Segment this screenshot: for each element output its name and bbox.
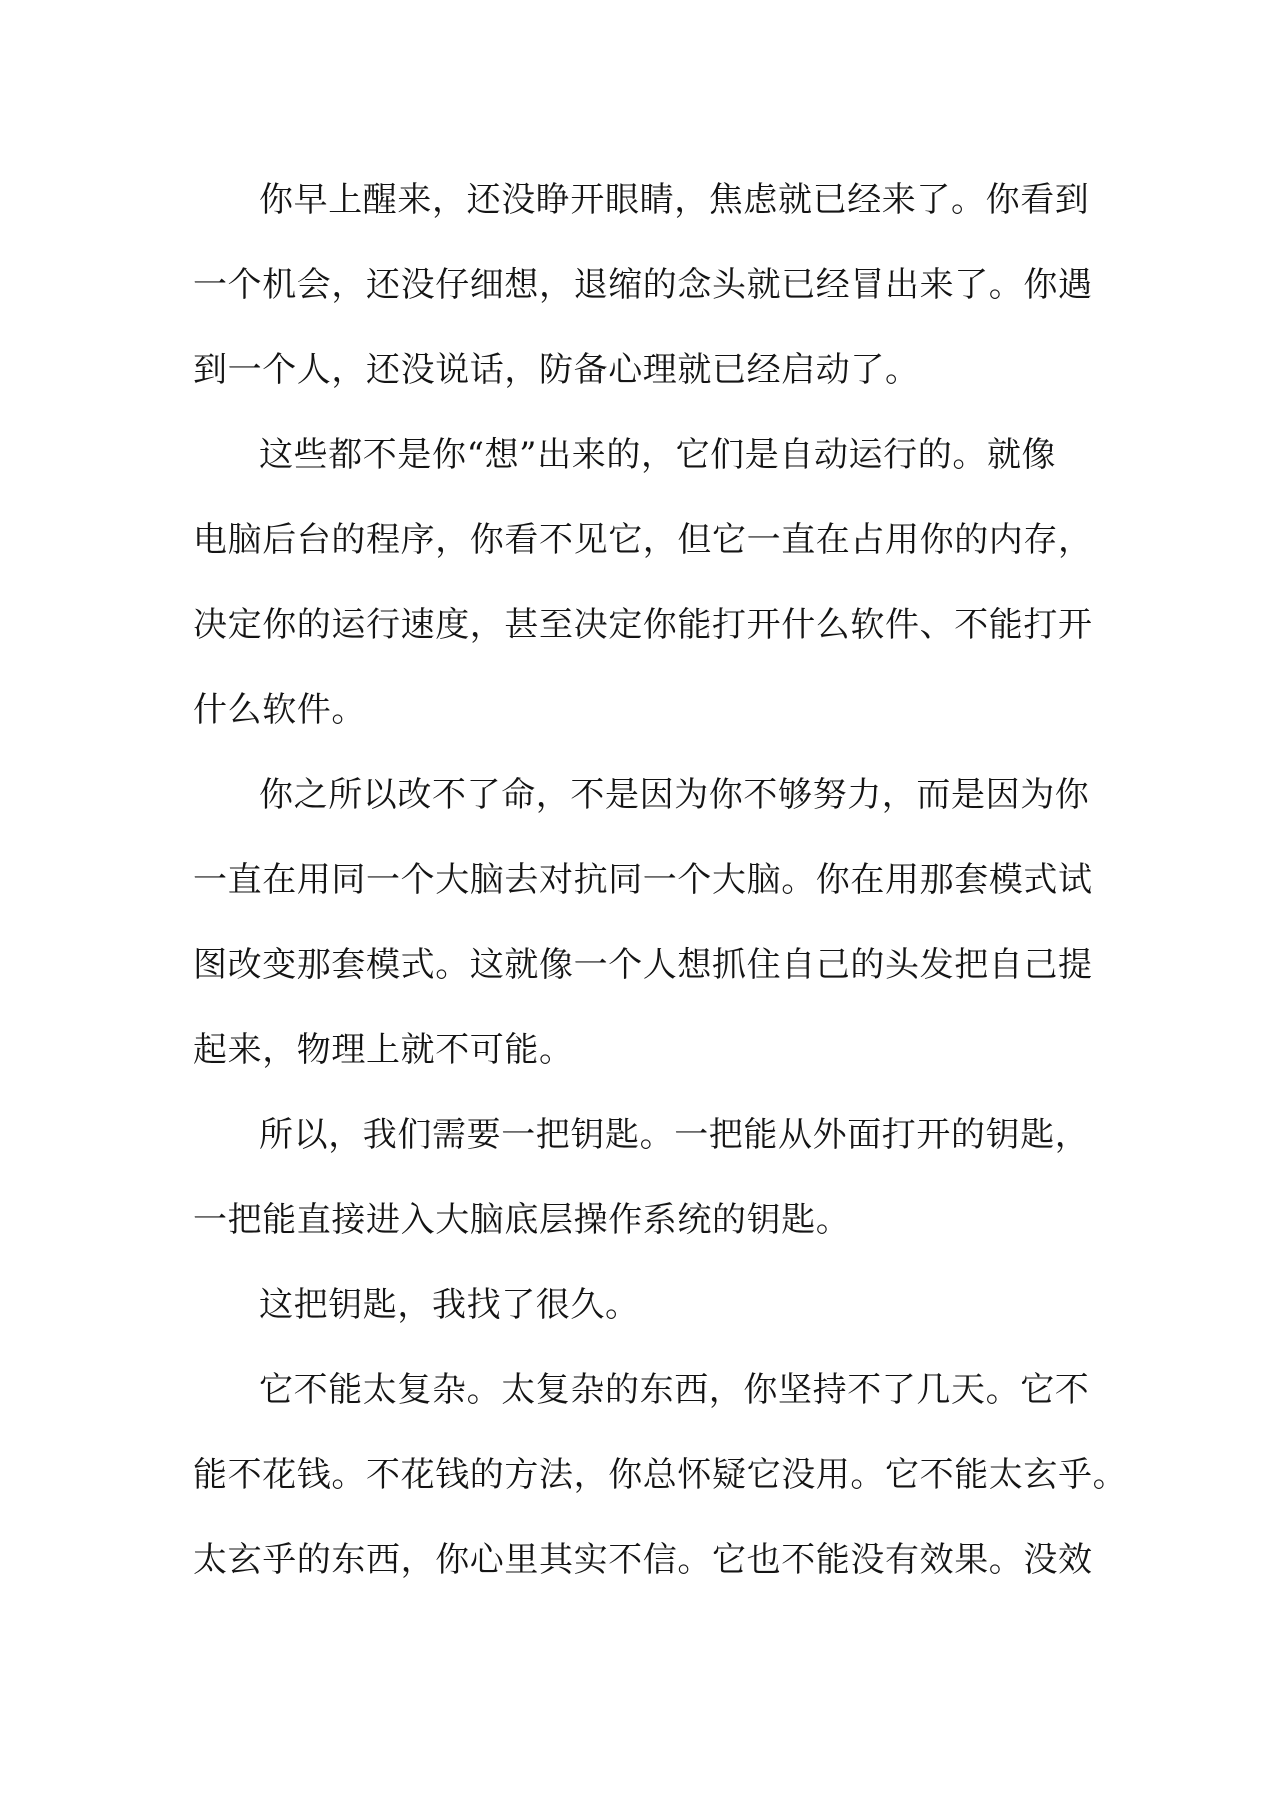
paragraph-5 [193, 1273, 1093, 1358]
paragraph-1 [193, 168, 1093, 423]
text-line: 起来，物理上就不可能。 [193, 1030, 574, 1070]
text-line: 图改变那套模式。这就像一个人想抓住自己的头发把自己提 [193, 945, 1093, 985]
text-line: 一直在用同一个大脑去对抗同一个大脑。你在用那套模式试 [193, 860, 1093, 900]
text-line: 太玄乎的东西，你心里其实不信。它也不能没有效果。没效 [193, 1540, 1093, 1580]
text-line: 这把钥匙，我找了很久。 [259, 1285, 640, 1325]
paragraph-3 [193, 763, 1093, 1103]
document-body [193, 168, 1128, 1613]
text-line: 决定你的运行速度，甚至决定你能打开什么软件、不能打开 [193, 605, 1093, 645]
text-line: 所以，我们需要一把钥匙。一把能从外面打开的钥匙， [259, 1115, 1090, 1155]
text-line: 到一个人，还没说话，防备心理就已经启动了。 [193, 350, 920, 390]
text-line: 什么软件。 [193, 690, 366, 730]
text-line: 这些都不是你“想”出来的，它们是自动运行的。就像 [259, 435, 1057, 475]
text-line: 它不能太复杂。太复杂的东西，你坚持不了几天。它不 [259, 1370, 1090, 1410]
text-line: 能不花钱。不花钱的方法，你总怀疑它没用。它不能太玄乎。 [193, 1455, 1128, 1495]
text-line: 一个机会，还没仔细想，退缩的念头就已经冒出来了。你遇 [193, 265, 1093, 305]
text-line: 你早上醒来，还没睁开眼睛，焦虑就已经来了。你看到 [259, 180, 1090, 220]
text-line: 一把能直接进入大脑底层操作系统的钥匙。 [193, 1200, 851, 1240]
paragraph-2 [193, 423, 1093, 763]
paragraph-4 [193, 1103, 1093, 1273]
text-line: 你之所以改不了命，不是因为你不够努力，而是因为你 [259, 775, 1090, 815]
paragraph-6 [193, 1358, 1128, 1613]
text-line: 电脑后台的程序，你看不见它，但它一直在占用你的内存， [193, 520, 1093, 560]
